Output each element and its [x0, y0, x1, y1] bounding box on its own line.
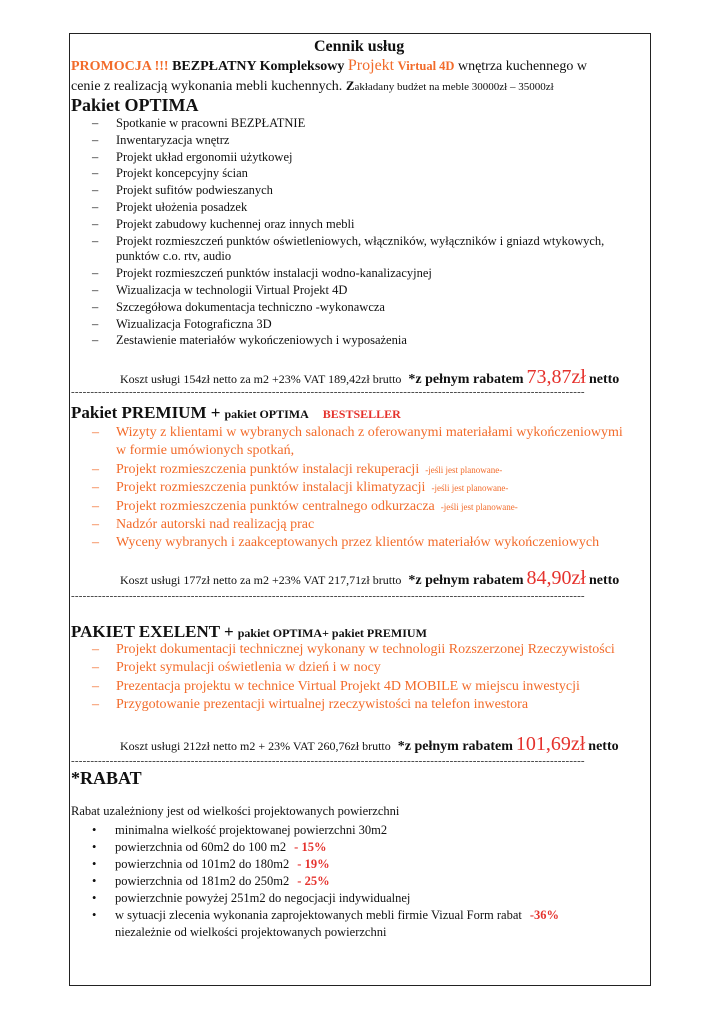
- exelent-item: – Projekt symulacji oświetlenia w dzień i w nocy: [92, 659, 615, 677]
- separator-2: -------------------------------------------------------------------------------------------------------------------------------------: [71, 590, 585, 602]
- premium-item-text: Projekt rozmieszczenia punktów instalacji klimatyzacji: [116, 480, 426, 496]
- optima-item: – Projekt sufitów podwieszanych: [92, 182, 604, 199]
- premium-netto: netto: [588, 573, 620, 588]
- premium-item: [92, 498, 623, 516]
- separator-3: -------------------------------------------------------------------------------------------------------------------------------------: [71, 755, 585, 767]
- optima-netto: netto: [588, 372, 620, 387]
- optima-item: – Spotkanie w pracowni BEZPŁATNIE: [92, 115, 604, 132]
- premium-item: [92, 424, 623, 442]
- premium-item-text: Nadzór autorski nad realizacją prac: [116, 517, 315, 533]
- optima-item: – Projekt układ ergonomii użytkowej: [92, 149, 604, 166]
- premium-item-note: -jeśli jest planowane-: [440, 501, 518, 512]
- rabat-item: [92, 822, 559, 839]
- rabat-item-text: w sytuacji zlecenia wykonania zaprojektowanych mebli firmie Vizual Form rabat: [115, 908, 522, 922]
- premium-rabat-label: *z pełnym rabatem: [408, 573, 524, 588]
- rabat-intro: Rabat uzależniony jest od wielkości projektowanych powierzchni: [71, 804, 400, 818]
- promo-budget-z: Z: [345, 78, 355, 93]
- optima-item: – Wizualizacja w technologii Virtual Projekt 4D: [92, 282, 604, 299]
- rabat-item-value: -36%: [529, 908, 560, 922]
- premium-item-text: Wyceny wybranych i zaakceptowanych przez klientów materiałów wykończeniowych: [116, 535, 600, 551]
- exelent-item: – Prezentacja projektu w technice Virtual Projekt 4D MOBILE w miejscu inwestycji: [92, 678, 615, 696]
- rabat-item-value: - 25%: [297, 874, 330, 888]
- rabat-item: [92, 873, 559, 890]
- rabat-item-text: powierzchnia od 60m2 do 100 m2: [115, 840, 287, 854]
- exelent-heading-row: [71, 622, 427, 642]
- exelent-item: – Projekt dokumentacji technicznej wykonany w technologii Rozszerzonej Rzeczywistości: [92, 641, 615, 659]
- premium-cost-text: Koszt usługi 177zł netto za m2 +23% VAT 217,71zł brutto: [120, 573, 402, 587]
- premium-item: [92, 461, 623, 479]
- premium-cost: [120, 567, 619, 590]
- premium-item-note: -jeśli jest planowane-: [431, 483, 509, 494]
- rabat-item: [92, 907, 559, 941]
- promo-line-1: [71, 57, 587, 75]
- premium-rabat-value: 84,90zł: [526, 567, 586, 589]
- exelent-cost: [120, 733, 619, 756]
- optima-item: – Inwentaryzacja wnętrz: [92, 132, 604, 149]
- rabat-item: [92, 839, 559, 856]
- rabat-item-text: powierzchnia od 101m2 do 180m2: [115, 857, 290, 871]
- rabat-item: [92, 890, 559, 907]
- exelent-rabat-label: *z pełnym rabatem: [397, 739, 513, 754]
- promo-line-2: [71, 78, 554, 95]
- rabat-list: [92, 822, 559, 941]
- promo-rest: wnętrza kuchennego w: [457, 59, 588, 74]
- premium-item: [92, 516, 623, 534]
- optima-item: – Projekt rozmieszczeń punktów oświetleniowych, włączników, wyłączników i gniazd wtykowych,: [92, 233, 604, 250]
- exelent-rabat-value: 101,69zł: [515, 733, 586, 755]
- premium-item-text: w formie umówionych spotkań,: [116, 443, 295, 459]
- rabat-item-text-continued: niezależnie od wielkości projektowanych powierzchni: [115, 925, 387, 939]
- optima-cost-text: Koszt usługi 154zł netto za m2 +23% VAT 189,42zł brutto: [120, 372, 402, 386]
- promo-label: PROMOCJA !!!: [71, 59, 169, 74]
- premium-item: [92, 534, 623, 552]
- rabat-item-value: - 19%: [297, 857, 330, 871]
- premium-heading: Pakiet PREMIUM +: [71, 403, 221, 422]
- exelent-netto: netto: [588, 739, 619, 754]
- optima-item: – Szczegółowa dokumentacja techniczno -wykonawcza: [92, 299, 604, 316]
- premium-item-text: Projekt rozmieszczenia punktów centralnego odkurzacza: [116, 498, 435, 514]
- optima-rabat-label: *z pełnym rabatem: [408, 372, 524, 387]
- rabat-item-text: powierzchnia od 181m2 do 250m2: [115, 874, 290, 888]
- exelent-heading: PAKIET EXELENT +: [71, 622, 234, 641]
- optima-item: – Projekt ułożenia posadzek: [92, 199, 604, 216]
- optima-item: – Projekt rozmieszczeń punktów instalacji wodno-kanalizacyjnej: [92, 265, 604, 282]
- promo-virtual: Virtual 4D: [397, 59, 455, 73]
- optima-item: – Wizualizacja Fotograficzna 3D: [92, 316, 604, 333]
- optima-item: – Zestawienie materiałów wykończeniowych i wyposażenia: [92, 332, 604, 349]
- promo-budget: akładany budżet na meble 30000zł – 35000zł: [354, 81, 554, 93]
- optima-heading: Pakiet OPTIMA: [71, 95, 199, 115]
- promo-line2-text: cenie z realizacją wykonania mebli kuchennych.: [71, 79, 343, 94]
- premium-list: [92, 424, 623, 553]
- promo-projekt: Projekt: [347, 57, 395, 74]
- exelent-item: – Przygotowanie prezentacji wirtualnej rzeczywistości na telefon inwestora: [92, 696, 615, 714]
- optima-item: – Projekt zabudowy kuchennej oraz innych mebli: [92, 216, 604, 233]
- exelent-list: [92, 641, 615, 715]
- optima-rabat-value: 73,87zł: [526, 366, 586, 388]
- optima-item: punktów c.o. rtv, audio: [116, 249, 232, 264]
- premium-plus: pakiet OPTIMA: [224, 407, 309, 421]
- rabat-item: [92, 856, 559, 873]
- premium-item-text: Projekt rozmieszczenia punktów instalacji rekuperacji: [116, 461, 420, 477]
- promo-free: BEZPŁATNY Kompleksowy: [172, 59, 345, 74]
- separator-1: -------------------------------------------------------------------------------------------------------------------------------------: [71, 386, 585, 398]
- rabat-heading: *RABAT: [71, 768, 142, 788]
- page-title: Cennik usług: [314, 38, 405, 55]
- premium-item: [92, 479, 623, 497]
- rabat-item-value: - 15%: [294, 840, 327, 854]
- optima-list: [92, 115, 604, 349]
- optima-item: – Projekt koncepcyjny ścian: [92, 165, 604, 182]
- exelent-plus: pakiet OPTIMA+ pakiet PREMIUM: [237, 626, 427, 640]
- premium-heading-row: [71, 403, 401, 423]
- premium-item-text: Wizyty z klientami w wybranych salonach z oferowanymi materiałami wykończeniowymi: [116, 425, 623, 440]
- exelent-cost-text: Koszt usługi 212zł netto m2 + 23% VAT 260,76zł brutto: [120, 739, 391, 753]
- premium-item: [92, 442, 623, 460]
- rabat-item-text: powierzchnie powyżej 251m2 do negocjacji indywidualnej: [115, 891, 411, 905]
- bestseller-badge: BESTSELLER: [322, 407, 401, 421]
- premium-item-note: -jeśli jest planowane-: [425, 464, 503, 475]
- rabat-item-text: minimalna wielkość projektowanej powierzchni 30m2: [115, 823, 388, 837]
